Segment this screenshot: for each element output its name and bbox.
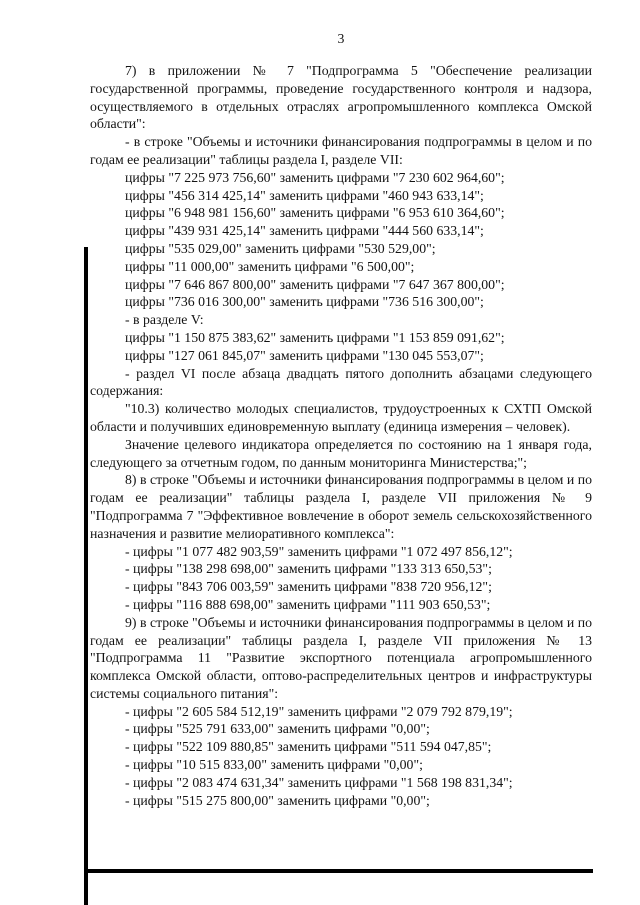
amendment-line: цифры "7 225 973 756,60" заменить цифрами "7 230 602 964,60"; <box>125 169 505 185</box>
amendment-line: цифры "456 314 425,14" заменить цифрами "460 943 633,14"; <box>125 187 484 203</box>
amendment-line: - цифры "1 077 482 903,59" заменить цифрами "1 072 497 856,12"; <box>125 543 513 559</box>
amendment-line: - цифры "10 515 833,00" заменить цифрами "0,00"; <box>125 757 423 773</box>
amendment-line: цифры "11 000,00" заменить цифрами "6 500,00"; <box>125 258 415 274</box>
amendment-line: цифры "1 150 875 383,62" заменить цифрами "1 153 859 091,62"; <box>125 329 505 345</box>
document-body <box>90 62 592 809</box>
scan-border-left <box>84 247 88 905</box>
paragraph: 9) в строке "Объемы и источники финансирования подпрограммы в целом и по годам ее реализации" таблицы раздела I, разделе VII приложения № 13 "Подпрограмма 11 "Развитие экспортного потенциала агропромышленного комплекса Омской области, оптово-распределительных центров и инфраструктуры системы социального питания": <box>90 614 592 701</box>
paragraph: Значение целевого индикатора определяется по состоянию на 1 января года, следующего за отчетным годом, по данным мониторинга Министерства;"; <box>90 436 592 470</box>
amendment-line: - цифры "2 605 584 512,19" заменить цифрами "2 079 792 879,19"; <box>125 703 513 719</box>
paragraph: 7) в приложении № 7 "Подпрограмма 5 "Обеспечение реализации государственной программы, проведение государственного контроля и надзора, осуществляемого в отдельных отраслях агропромышленного комплекса Омской области": <box>90 63 592 132</box>
amendment-line: цифры "736 016 300,00" заменить цифрами "736 516 300,00"; <box>125 294 484 310</box>
paragraph: - раздел VI после абзаца двадцать пятого дополнить абзацами следующего содержания: <box>90 365 592 399</box>
amendment-line: цифры "7 646 867 800,00" заменить цифрами "7 647 367 800,00"; <box>125 276 505 292</box>
page-number: 3 <box>337 31 345 46</box>
amendment-line: - цифры "522 109 880,85" заменить цифрами "511 594 047,85"; <box>125 739 492 755</box>
amendment-line: цифры "439 931 425,14" заменить цифрами "444 560 633,14"; <box>125 223 484 239</box>
paragraph: "10.3) количество молодых специалистов, трудоустроенных к СХТП Омской области и получивших единовременную выплату (единица измерения – человек). <box>90 401 592 434</box>
amendment-line: - цифры "525 791 633,00" заменить цифрами "0,00"; <box>125 721 430 737</box>
amendment-line: цифры "127 061 845,07" заменить цифрами "130 045 553,07"; <box>125 347 484 363</box>
amendment-line: - цифры "2 083 474 631,34" заменить цифрами "1 568 198 831,34"; <box>125 774 513 790</box>
amendment-line: цифры "6 948 981 156,60" заменить цифрами "6 953 610 364,60"; <box>125 205 505 221</box>
amendment-line: - цифры "138 298 698,00" заменить цифрами "133 313 650,53"; <box>125 561 492 577</box>
amendment-line: - цифры "116 888 698,00" заменить цифрами "111 903 650,53"; <box>125 596 491 612</box>
paragraph: - в строке "Объемы и источники финансирования подпрограммы в целом и по годам ее реализации" таблицы раздела I, разделе VII: <box>90 134 592 167</box>
amendment-line: - в разделе V: <box>125 312 204 328</box>
amendment-line: - цифры "843 706 003,59" заменить цифрами "838 720 956,12"; <box>125 579 492 595</box>
paragraph: 8) в строке "Объемы и источники финансирования подпрограммы в целом и по годам ее реализации" таблицы раздела I, разделе VII приложения № 9 "Подпрограмма 7 "Эффективное вовлечение в оборот земель сельскохозяйственного назначения и развитие мелиоративного комплекса": <box>90 472 592 541</box>
amendment-line: - цифры "515 275 800,00" заменить цифрами "0,00"; <box>125 792 430 808</box>
amendment-line: цифры "535 029,00" заменить цифрами "530 529,00"; <box>125 240 436 256</box>
scan-border-bottom <box>84 869 593 873</box>
